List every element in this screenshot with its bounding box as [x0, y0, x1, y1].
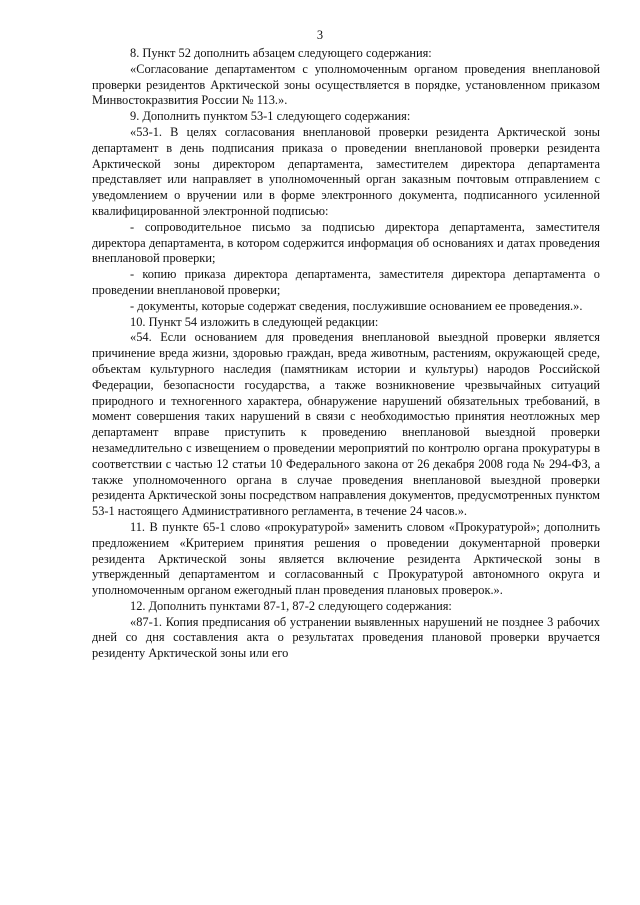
paragraph-item-12: 12. Дополнить пунктами 87-1, 87-2 следующего содержания: — [130, 598, 452, 613]
paragraph-item-10: 10. Пункт 54 изложить в следующей редакции: — [130, 314, 379, 329]
paragraph-item-11: 11. В пункте 65-1 слово «прокуратурой» заменить словом «Прокуратурой»; дополнить предложением «Критерием принятия решения о проведении документарной проверки резидента Арктической зоны является включение резидента Арктической зоны в утвержденный департаментом и согласованный с Прокуратурой автономного округа и уполномоченным органом ежегодный план проведения плановых проверок.». — [92, 519, 600, 598]
list-item: - сопроводительное письмо за подписью директора департамента, заместителя директора департамента, в котором содержится информация об основаниях и датах проведения внеплановой проверки; — [92, 219, 600, 266]
paragraph-item-8: 8. Пункт 52 дополнить абзацем следующего содержания: — [130, 46, 432, 60]
quoted-paragraph: «87-1. Копия предписания об устранении выявленных нарушений не позднее 3 рабочих дней со дня составления акта о результатах проведения плановой проверки вручается резиденту Арктической зоны или его — [92, 614, 600, 661]
document-body — [92, 46, 600, 662]
quoted-paragraph: «54. Если основанием для проведения внеплановой выездной проверки является причинение вреда жизни, здоровью граждан, вреда животным, растениям, окружающей среде, объектам культурного наследия (памятникам истории и культуры) народов Российской Федерации, безопасности государства, а также возникновение чрезвычайных ситуаций природного и техногенного характера, обнаружение нарушений обязательных требований, в момент совершения таких нарушений в связи с необходимостью принятия неотложных мер департамент вправе приступить к проведению внеплановой выездной проверки незамедлительно с извещением о проведении мероприятий по контролю органа прокуратуры в соответствии с частью 12 статьи 10 Федерального закона от 26 декабря 2008 года № 294-ФЗ, а также уполномоченного органа в случае проведения внеплановой выездной проверки резидента Арктической зоны посредством направления документов, предусмотренных пунктом 53-1 настоящего Административного регламента, в течение 24 часов.». — [92, 330, 600, 519]
quoted-paragraph: «53-1. В целях согласования внеплановой проверки резидента Арктической зоны департамент в день подписания приказа о проведении внеплановой проверки резидента Арктической зоны директором департамента, заместителем директора департамента представляет или направляет в уполномоченный орган заказным почтовым отправлением с уведомлением о вручении или в форме электронного документа, подписанного усиленной квалифицированной электронной подписью: — [92, 124, 600, 218]
list-item: - копию приказа директора департамента, заместителя директора департамента о проведении внеплановой проверки; — [92, 267, 600, 297]
page-number: 3 — [316, 28, 324, 42]
quoted-paragraph: «Согласование департаментом с уполномоченным органом проведения внеплановой проверки резидентов Арктической зоны осуществляется в порядке, установленном приказом Минвостокразвития России № 113.». — [92, 61, 600, 108]
paragraph-item-9: 9. Дополнить пунктом 53-1 следующего содержания: — [130, 109, 411, 124]
list-item: - документы, которые содержат сведения, послужившие основанием ее проведения.». — [130, 298, 583, 313]
